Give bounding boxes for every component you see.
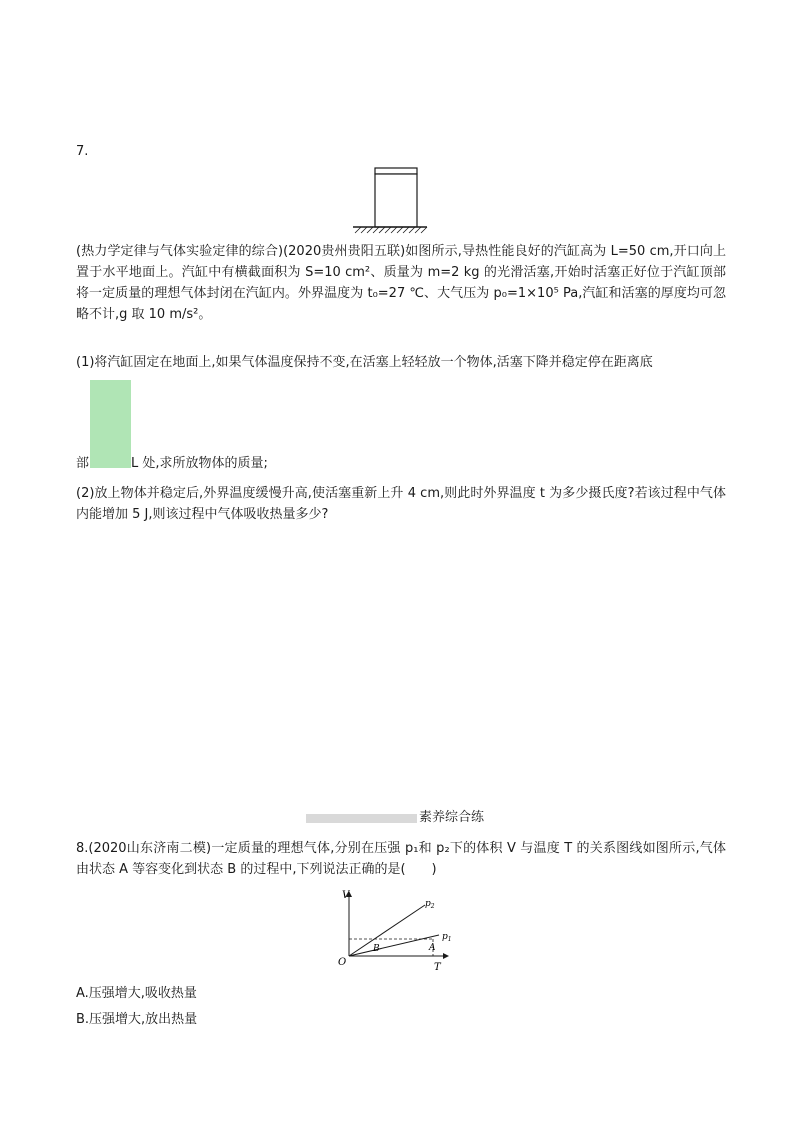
- t-axis-label: T: [434, 962, 441, 973]
- v-t-graph: [330, 888, 466, 976]
- question-7-intro: (热力学定律与气体实验定律的综合)(2020贵州贵阳五联)如图所示,导热性能良好的汽缸高为 L=50 cm,开口向上置于水平地面上。汽缸中有横截面积为 S=10 cm²、质量为 m=2 kg 的光滑活塞,开始时活塞正好位于汽缸顶部将一定质量的理想气体封闭在汽缸内。外界温度为 t₀=27 ℃、大气压为 p₀=1×10⁵ Pa,汽缸和活塞的厚度均可忽略不计,g 取 10 m/s²。: [76, 244, 726, 322]
- question-7-part-1-prefix: 部: [76, 456, 90, 471]
- question-7-part-2: (2)放上物体并稳定后,外界温度缓慢升高,使活塞重新上升 4 cm,则此时外界温度 t 为多少摄氏度?若该过程中气体内能增加 5 J,则该过程中气体吸收热量多少?: [76, 486, 726, 522]
- p2-line: [349, 905, 425, 956]
- question-8-stem: 8.(2020山东济南二模)一定质量的理想气体,分别在压强 p₁和 p₂下的体积 V 与温度 T 的关系图线如图所示,气体由状态 A 等容变化到状态 B 的过程中,下列说法正确的是( ): [76, 841, 726, 877]
- cylinder-body: [375, 174, 417, 227]
- section-heading-bar: [306, 814, 417, 823]
- v-axis-label: V: [342, 890, 350, 901]
- p2-label: $p_2$: [425, 899, 435, 910]
- question-7-part-1-line-1: (1)将汽缸固定在地面上,如果气体温度保持不变,在活塞上轻轻放一个物体,活塞下降并稳定停在距离底: [76, 355, 653, 370]
- option-a: A.压强增大,吸收热量: [76, 986, 197, 1001]
- section-heading-title: 素养综合练: [419, 810, 485, 825]
- point-b-label: B: [373, 944, 380, 954]
- p1-line: [349, 935, 439, 956]
- origin-label: O: [338, 957, 347, 968]
- question-7-part-1-line-2: L 处,求所放物体的质量;: [131, 456, 268, 471]
- point-a-label: A: [429, 943, 436, 953]
- question-7-number: 7.: [76, 144, 89, 159]
- piston: [375, 168, 417, 174]
- cylinder-diagram: [349, 164, 429, 234]
- option-b: B.压强增大,放出热量: [76, 1012, 198, 1027]
- ground-hatching: [355, 227, 427, 233]
- p1-label: $p_1$: [442, 932, 452, 943]
- fraction-placeholder-box: [90, 380, 131, 468]
